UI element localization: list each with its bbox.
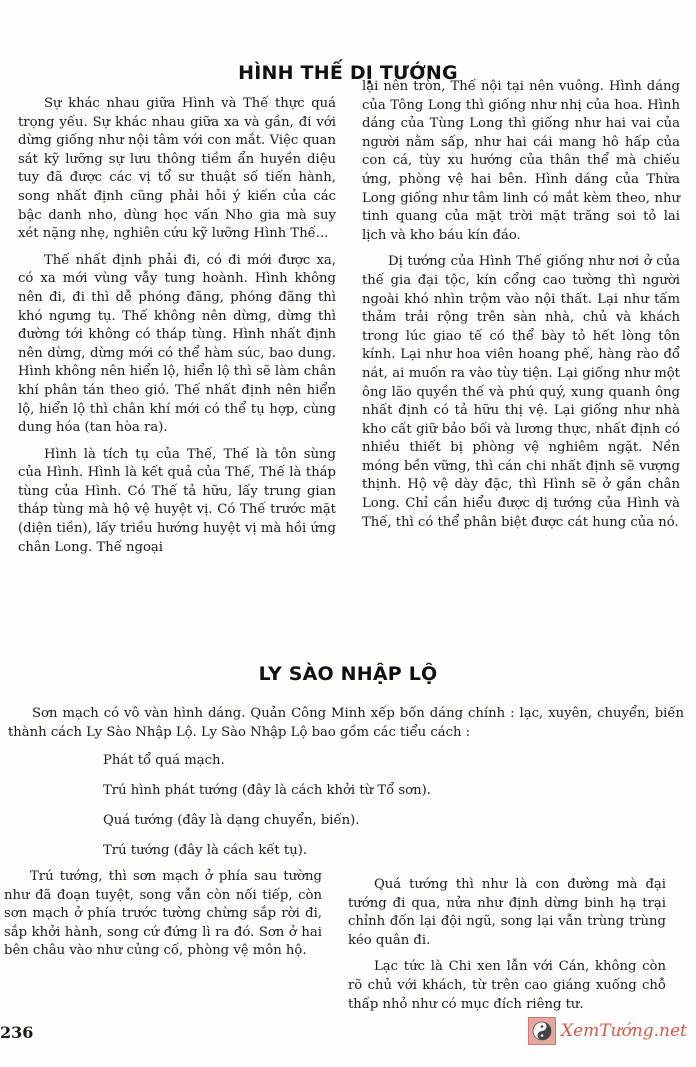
list-item: Trú hình phát tướng (đây là cách khởi từ Tổ sơn). <box>103 783 431 798</box>
yin-yang-icon <box>528 1017 556 1045</box>
section2-intro <box>8 705 684 742</box>
section1-left-column <box>18 95 336 565</box>
section2-left-column <box>4 868 322 969</box>
paragraph: lại nên tròn, Thế nội tại nên vuông. Hình dáng của Tông Long thì giống như nhị của hoa. Hình dáng của Tùng Long thì giống như hai vai của người nằm sấp, như hai cái mang hô hấp của con cá, tùy xu hướng của thân thể mà chiếu ứng, phòng vệ hai bên. Hình dáng của Thừa Long giống như tâm linh có mắt kèm theo, như tinh quang của mặt trời mặt trăng soi tỏ lai lịch và kho báu kín đáo. <box>362 79 680 243</box>
paragraph: Quá tướng thì như là con đường mà đại tướng đi qua, nửa như định dừng binh hạ trại chỉnh đốn lại đội ngũ, song lại vẫn trùng trùng kéo quân đi. <box>348 877 666 948</box>
section2-right-column <box>348 876 666 1022</box>
sub-pattern-list <box>103 752 431 872</box>
paragraph: Trú tướng, thì sơn mạch ở phía sau tường như đã đoạn tuyệt, song vẫn còn nối tiếp, còn sơn mạch ở phía trước tường chừng sắp rời đi, sắp khởi hành, song cứ đứng lì ra đó. Sơn ở hai bên châu vào như củng cố, phòng vệ môn hộ. <box>4 869 322 959</box>
list-item: Phát tổ quá mạch. <box>103 753 225 768</box>
paragraph: Sơn mạch có vô vàn hình dáng. Quản Công Minh xếp bốn dáng chính : lạc, xuyên, chuyển, biến thành cách Ly Sào Nhập Lộ. Ly Sào Nhập Lộ bao gồm các tiểu cách : <box>8 706 684 740</box>
watermark-logo <box>528 1013 688 1049</box>
paragraph: Hình là tích tụ của Thế, Thế là tôn sùng của Hình. Hình là kết quả của Thế, Thế là tháp tùng của Hình. Có Thế tả hữu, lấy trung gian tháp tùng mà hộ vệ huyệt vị. Có Thế trước mặt (diện tiền), lấy triều hướng huyệt vị mà hồi ứng chân Long. Thế ngoại <box>18 446 336 555</box>
watermark-text: XemTướng.net <box>561 1021 687 1041</box>
paragraph: Lạc tức là Chi xen lẫn với Cán, không còn rõ chủ với khách, từ trên cao giáng xuống chỗ thấp nhỏ như có mục đích riêng tư. <box>348 959 666 1012</box>
paragraph: Thế nhất định phải đi, có đi mới được xa, có xa mới vùng vẫy tung hoành. Hình không nên đi, đi thì dễ phóng đãng, phóng đãng thì khó ngưng tụ. Thế không nên dừng, dừng thì đường tới không có tháp tùng. Hình nhất định nên dừng, dừng mới có thể hàm súc, bao dung. Hình không nên hiển lộ, hiển lộ thì sẽ làm chân khí phân tán theo gió. Thế nhất định nên hiển lộ, hiển lộ thì chân khí mới có thể tụ hợp, cùng dung hóa (tan hòa ra). <box>18 252 336 436</box>
paragraph: Sự khác nhau giữa Hình và Thế thực quá trọng yếu. Sự khác nhau giữa xa và gần, đi với dừng giống như nội tâm với con mắt. Việc quan sát kỹ lưỡng sự lưu thông tiềm ẩn huyền diệu tuy đã được các vị tổ sư thuật số tiến hành, song nhất định cũng phải hỏi ý kiến của các bậc danh nho, dùng học vấn Nho gia mà suy xét nặng nhẹ, nghiên cứu kỹ lưỡng Hình Thế... <box>18 96 336 242</box>
page-number: 236 <box>0 1023 34 1042</box>
list-item: Quá tướng (đây là dạng chuyển, biến). <box>103 813 360 828</box>
list-item: Trú tướng (đây là cách kết tụ). <box>103 843 308 858</box>
section-title-ly-sao: LY SÀO NHẬP LỘ <box>258 663 438 685</box>
section1-right-column <box>362 78 680 540</box>
paragraph: Dị tướng của Hình Thế giống như nơi ở của thế gia đại tộc, kín cổng cao tường thì người ngoài khó nhìn trộm vào nội thất. Lại như tấm thảm trải rộng trên sàn nhà, chủ và khách trong lúc giao tế có thể bày tỏ hết lòng tôn kính. Lại như hoa viên hoang phế, hàng rào đổ nát, ai muốn ra vào tùy tiện. Lại giống như một ông lão quyền thế và phú quý, xung quanh ông nhất định có tả hữu thị vệ. Lại giống như nhà kho cất giữ bảo bối và lương thực, nhất định có nhiều thiết bị phòng vệ nghiêm ngặt. Nền móng bền vững, thì cán chi nhất định sẽ vượng thịnh. Hộ vệ dày đặc, thì Hình sẽ ở gần chân Long. Chỉ cần hiểu được dị tướng của Hình và Thế, thì có thể phân biệt được cát hung của nó. <box>362 254 680 530</box>
section-title-hinh-the: HÌNH THẾ DỊ TƯỚNG <box>238 62 458 84</box>
